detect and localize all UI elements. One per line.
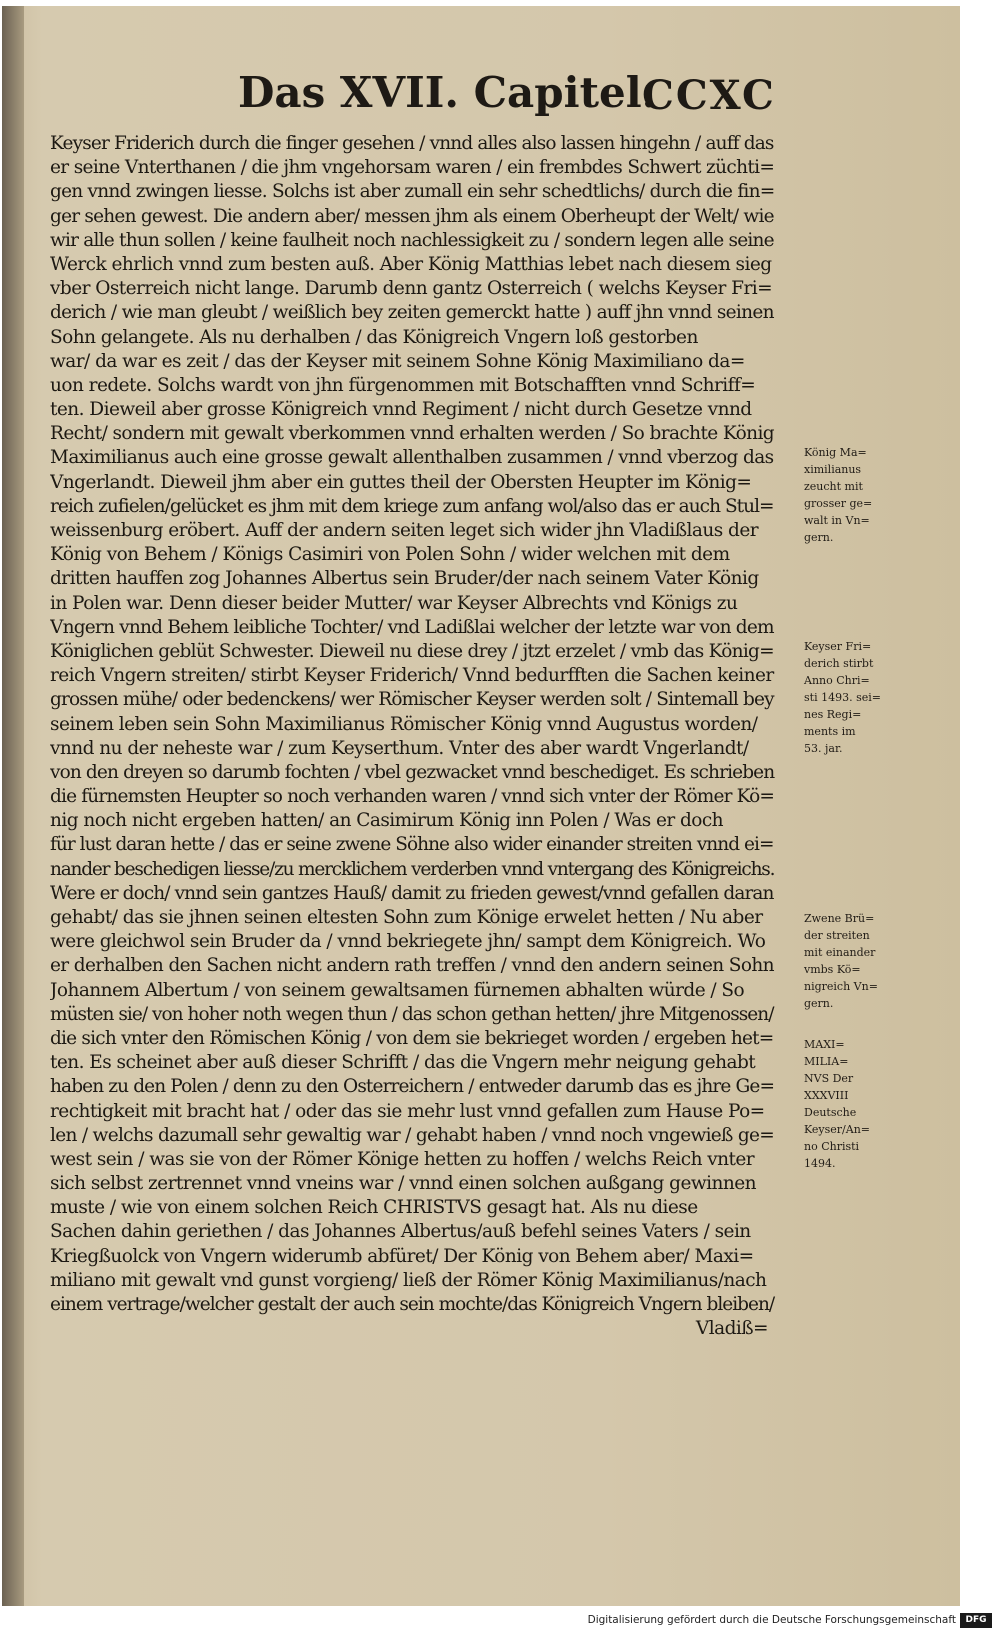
text-line: die sich vnter den Römischen König / von dem sie bekrieget worden / ergeben het= (50, 1027, 774, 1049)
text-line: were gleichwol sein Bruder da / vnnd bekriegete jhn/ sampt dem Königreich. Wo (50, 931, 766, 953)
footer-bar (0, 1608, 1000, 1636)
book-page (2, 6, 960, 1606)
text-line: König von Behem / Königs Casimiri von Polen Sohn / wider welchen mit dem (50, 544, 730, 566)
text-line: ten. Dieweil aber grosse Königreich vnnd Regiment / nicht durch Gesetze vnnd (50, 399, 752, 421)
page-header (2, 68, 960, 138)
text-line: grossen mühe/ oder bedenckens/ wer Römischer Keyser werden solt / Sintemall bey (50, 689, 774, 711)
margin-note-line: XXXVIII (804, 1089, 849, 1102)
text-line: Keyser Friderich durch die finger gesehen / vnnd alles also lassen hingehn / auff das (50, 133, 774, 154)
margin-note-line: grosser ge= (804, 497, 873, 510)
text-line: dritten hauffen zog Johannes Albertus sein Bruder/der nach seinem Vater König (50, 568, 759, 590)
text-line: in Polen war. Denn dieser beider Mutter/ war Keyser Albrechts vnd Königs zu (50, 592, 738, 614)
text-line: Sohn gelangete. Als nu derhalben / das Königreich Vngern loß gestorben (50, 326, 698, 348)
margin-note-line: derich stirbt (804, 657, 874, 670)
text-line: Vngern vnnd Behem leibliche Tochter/ vnd Ladißlai welcher der letzte war von dem (50, 616, 774, 638)
main-text-column (50, 132, 780, 1341)
margin-note-line: MILIA= (804, 1055, 849, 1068)
text-line: reich Vngern streiten/ stirbt Keyser Friderich/ Vnnd bedurfften die Sachen keiner (50, 665, 774, 687)
text-line: müsten sie/ von hoher noth wegen thun / das schon gethan hetten/ jhre Mitgenossen/ (50, 1003, 774, 1025)
margin-note-line: Deutsche (804, 1106, 857, 1119)
text-line: Were er doch/ vnnd sein gantzes Hauß/ damit zu frieden gewest/vnnd gefallen daran (50, 882, 774, 904)
text-line: muste / wie von einem solchen Reich CHRISTVS gesagt hat. Als nu diese (50, 1197, 698, 1219)
text-line: Werck ehrlich vnnd zum besten auß. Aber König Matthias lebet nach diesem sieg (50, 253, 772, 275)
margin-note (804, 638, 881, 757)
text-line: reich zufielen/gelücket es jhm mit dem kriege zum anfang wol/also das er auch Stul= (50, 495, 774, 517)
margin-note (804, 1036, 870, 1172)
margin-note-line: zeucht mit (804, 480, 863, 493)
text-line: für lust daran hette / das er seine zwene Söhne also wider einander streiten vnnd ei= (50, 834, 774, 856)
margin-note-line: 53. jar. (804, 742, 843, 755)
text-line: len / welchs dazumall sehr gewaltig war / gehabt haben / vnnd noch vngewieß ge= (50, 1124, 775, 1146)
text-line: haben zu den Polen / denn zu den Osterreichern / entweder darumb das es jhre Ge= (50, 1076, 775, 1098)
text-line: nander beschedigen liesse/zu mercklichem verderben vnnd vntergang des Königreichs. (50, 858, 775, 880)
margin-note-line: MAXI= (804, 1038, 845, 1051)
margin-note-line: der streiten (804, 929, 870, 942)
text-line: war/ da war es zeit / das der Keyser mit seinem Sohne König Maximiliano da= (50, 350, 745, 372)
text-line: einem vertrage/welcher gestalt der auch sein mochte/das Königreich Vngern bleiben/ (50, 1294, 775, 1315)
margin-note-line: Zwene Brü= (804, 912, 875, 925)
text-line: Königlichen geblüt Schwester. Dieweil nu diese drey / jtzt erzelet / vmb das König= (50, 640, 774, 662)
text-line: wir alle thun sollen / keine faulheit noch nachlessigkeit zu / sondern legen alle seine (50, 229, 774, 251)
margin-note (804, 444, 872, 546)
margin-note-line: nes Regi= (804, 708, 862, 721)
margin-note-line: Keyser Fri= (804, 640, 872, 653)
chapter-title: Das XVII. Capitel. (238, 68, 657, 117)
text-line: rechtigkeit mit bracht hat / oder das sie mehr lust vnnd gefallen zum Hause Po= (50, 1100, 765, 1122)
text-line: er derhalben den Sachen nicht andern rath treffen / vnnd den andern seinen Sohn (50, 955, 774, 977)
margin-note-line: Keyser/An= (804, 1123, 871, 1136)
text-line: die fürnemsten Heupter so noch verhanden waren / vnnd sich vnter der Römer Kö= (50, 786, 775, 808)
text-line: er seine Vnterthanen / die jhm vngehorsam waren / ein frembdes Schwert züchti= (50, 157, 775, 179)
text-line: nig noch nicht ergeben hatten/ an Casimirum König inn Polen / Was er doch (50, 810, 724, 832)
margin-note-line: 1494. (804, 1157, 836, 1170)
text-line: gen vnnd zwingen liesse. Solchs ist aber zumall ein sehr schedtlichs/ durch die fin= (50, 181, 775, 203)
text-line: von den dreyen so darumb fochten / vbel gezwacket vnnd beschediget. Es schrieben (50, 761, 775, 783)
text-line: Johannem Albertum / von seinem gewaltsamen fürnemen abhalten würde / So (50, 979, 745, 1001)
text-line: ger sehen gewest. Die andern aber/ messen jhm als einem Oberheupt der Welt/ wie (50, 205, 774, 227)
text-line: ten. Es scheinet aber auß dieser Schrifft / das die Vngern mehr neigung gehabt (50, 1052, 756, 1074)
text-line: Recht/ sondern mit gewalt vberkommen vnnd erhalten werden / So brachte König (50, 423, 775, 445)
margin-note (804, 910, 878, 1012)
dfg-logo: DFG (960, 1613, 992, 1628)
text-line: Sachen dahin geriethen / das Johannes Albertus/auß befehl seines Vaters / sein (50, 1221, 751, 1243)
folio-number: CCXC (642, 72, 776, 119)
text-line: vber Osterreich nicht lange. Darumb denn gantz Osterreich ( welchs Keyser Fri= (50, 278, 773, 300)
margin-note-line: NVS Der (804, 1072, 854, 1085)
margin-note-line: vmbs Kö= (804, 963, 861, 976)
margin-note-line: mit einander (804, 946, 876, 959)
margin-note-line: no Christi (804, 1140, 860, 1153)
text-line: seinem leben sein Sohn Maximilianus Römischer König vnnd Augustus worden/ (50, 713, 758, 735)
text-line: Maximilianus auch eine grosse gewalt allenthalben zusammen / vnnd vberzog das (50, 447, 774, 469)
text-line: weissenburg eröbert. Auff der andern seiten leget sich wider jhn Vladißlaus der (50, 520, 759, 541)
margin-note-line: walt in Vn= (804, 514, 870, 527)
text-line: west sein / was sie von der Römer Könige hetten zu hoffen / welchs Reich vnter (50, 1148, 755, 1170)
text-line: Vngerlandt. Dieweil jhm aber ein guttes theil der Obersten Heupter im König= (50, 471, 752, 493)
text-line: vnnd nu der neheste war / zum Keyserthum. Vnter des aber wardt Vngerlandt/ (50, 737, 749, 759)
margin-note-line: gern. (804, 531, 834, 544)
margin-note-line: ximilianus (804, 463, 862, 476)
margin-note-line: König Ma= (804, 446, 867, 459)
text-line: miliano mit gewalt vnd gunst vorgieng/ ließ der Römer König Maximilianus/nach (50, 1269, 767, 1291)
margin-note-line: gern. (804, 997, 834, 1010)
text-line: derich / wie man gleubt / weißlich bey zeiten gemerckt hatte ) auff jhn vnnd seinen (50, 302, 774, 324)
text-line: Kriegßuolck von Vngern widerumb abfüret/ Der König von Behem aber/ Maxi= (50, 1245, 754, 1267)
text-line: uon redete. Solchs wardt von jhn fürgenommen mit Botschafften vnnd Schriff= (50, 374, 756, 396)
funding-credit: Digitalisierung gefördert durch die Deutsche Forschungsgemeinschaft (587, 1614, 956, 1626)
margin-note-line: Anno Chri= (804, 674, 870, 687)
text-line: Vladiß= (695, 1318, 768, 1340)
margin-note-line: sti 1493. sei= (804, 691, 881, 704)
page-binding-edge (2, 6, 24, 1606)
text-line: sich selbst zertrennet vnnd vneins war / vnnd einen solchen außgang gewinnen (50, 1173, 757, 1195)
margin-note-line: ments im (804, 725, 856, 738)
margin-note-line: nigreich Vn= (804, 980, 878, 993)
text-line: gehabt/ das sie jhnen seinen eltesten Sohn zum Könige erwelet hetten / Nu aber (50, 907, 763, 928)
